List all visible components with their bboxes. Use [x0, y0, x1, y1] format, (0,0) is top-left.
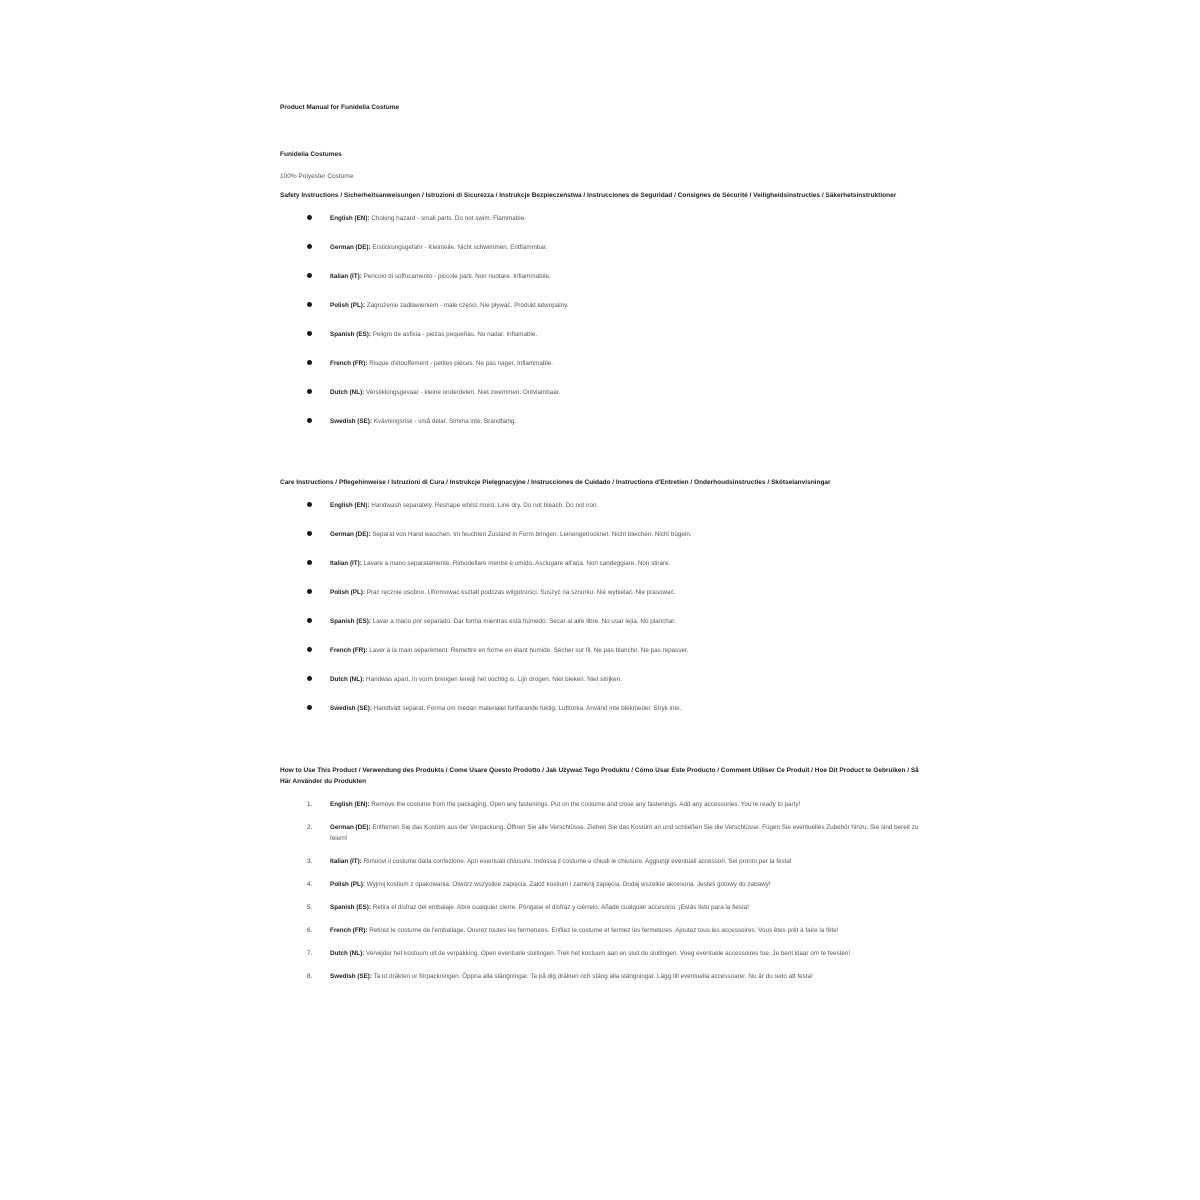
bullet-icon: [307, 676, 312, 681]
list-item: [280, 501, 925, 530]
step-number: 8.: [307, 973, 313, 980]
step-number: 4.: [307, 881, 313, 888]
language-label: Polish (PL):: [330, 589, 365, 596]
bullet-icon: [307, 589, 312, 594]
step-number: 1.: [307, 801, 313, 808]
language-label: German (DE):: [330, 244, 371, 251]
list-item: [280, 214, 925, 243]
list-item: [280, 948, 925, 959]
language-label: Swedish (SE):: [330, 973, 372, 980]
step-number: 3.: [307, 858, 313, 865]
material-line: 100% Polyester Costume: [280, 173, 354, 180]
list-item: [280, 243, 925, 272]
language-label: Spanish (ES):: [330, 904, 371, 911]
bullet-icon: [307, 618, 312, 623]
list-item: [280, 559, 925, 588]
step-number: 7.: [307, 950, 313, 957]
bullet-icon: [307, 705, 312, 710]
language-label: Italian (IT):: [330, 560, 362, 567]
list-item: [280, 925, 925, 936]
list-item: [280, 902, 925, 913]
usage-heading: How to Use This Product / Verwendung des Produkts / Come Usare Questo Prodotto / Jak Używać Tego Produktu / Cómo Usar Este Producto / Comment Utiliser Ce Produit / Hoe Dit Product te Gebruiken / Så Här Använder du Produkten: [280, 767, 919, 785]
language-label: English (EN):: [330, 801, 370, 808]
instruction-text: Risque d'étouffement - petites pièces. Ne pas nager. Inflammable.: [369, 360, 553, 367]
bullet-icon: [307, 389, 312, 394]
language-label: Dutch (NL):: [330, 676, 365, 683]
list-item: [280, 417, 925, 446]
brand-name: Funidelia Costumes: [280, 151, 342, 158]
language-label: Dutch (NL):: [330, 950, 365, 957]
language-label: German (DE):: [330, 824, 371, 831]
language-label: Spanish (ES):: [330, 331, 371, 338]
instruction-text: Separat von Hand waschen. Im feuchten Zustand in Form bringen. Leinengetrocknet. Nicht bleichen. Nicht bügeln.: [372, 531, 692, 538]
care-heading: Care Instructions / Pflegehinweise / Istruzioni di Cura / Instrukcje Pielęgnacyjne / Instrucciones de Cuidado / Instructions d'Entretien / Onderhoudsinstructies / Skötselanvisningar: [280, 479, 831, 486]
bullet-icon: [307, 560, 312, 565]
instruction-text: Peligro de asfixia - piezas pequeñas. No nadar. Inflamable.: [372, 331, 538, 338]
list-item: [280, 971, 925, 982]
document-title: Product Manual for Funidelia Costume: [280, 104, 400, 111]
language-label: Italian (IT):: [330, 858, 362, 865]
language-label: English (EN):: [330, 502, 370, 509]
bullet-icon: [307, 215, 312, 220]
bullet-icon: [307, 273, 312, 278]
instruction-text: Rimuovi il costume dalla confezione. Apri eventuali chiusure. Indossa il costume e chiudi le chiusure. Aggiungi eventuali accessori. Sei pronto per la festa!: [363, 858, 792, 865]
bullet-icon: [307, 647, 312, 652]
bullet-icon: [307, 531, 312, 536]
language-label: Polish (PL):: [330, 881, 365, 888]
language-label: Swedish (SE):: [330, 705, 372, 712]
instruction-text: Kvävningsrisk - små delar. Simma inte. Brandfarlig.: [373, 418, 517, 425]
instruction-text: Handwash separately. Reshape whilst moist. Line dry. Do not bleach. Do not iron.: [371, 502, 599, 509]
instruction-text: Handtvätt separat. Forma om medan materialet fortfarande fuktig. Lufttorka. Använd inte blekmedel. Stryk inte.: [373, 705, 682, 712]
list-item: [280, 646, 925, 675]
step-number: 2.: [307, 824, 313, 831]
instruction-text: Choking hazard - small parts. Do not swim. Flammable.: [371, 215, 526, 222]
list-item: [280, 617, 925, 646]
bullet-icon: [307, 502, 312, 507]
bullet-icon: [307, 302, 312, 307]
language-label: German (DE):: [330, 531, 371, 538]
instruction-text: Remove the costume from the packaging. Open any fastenings. Put on the costume and close any fastenings. Add any accessories. You're ready to party!: [371, 801, 801, 808]
list-item: [280, 301, 925, 330]
bullet-icon: [307, 331, 312, 336]
list-item: [280, 272, 925, 301]
instruction-text: Prać ręcznie osobno. Uformować kształt podczas wilgotności. Suszyć na sznurku. Nie wybielać. Nie prasować.: [366, 589, 676, 596]
language-label: Polish (PL):: [330, 302, 365, 309]
instruction-text: Zagrożenie zadławieniem - małe części. Nie pływać. Produkt łatwopalny.: [366, 302, 569, 309]
instruction-text: Erstickungsgefahr - Kleinteile. Nicht schwimmen. Entflammbar.: [372, 244, 548, 251]
instruction-text: Verwijder het kostuum uit de verpakking. Open eventuele sluitingen. Trek het kostuum aan en sluit de sluitingen. Voeg eventuele accessoires toe. Je bent klaar om te feesten!: [366, 950, 851, 957]
list-item: [280, 330, 925, 359]
list-item: [280, 799, 925, 810]
list-item: [280, 856, 925, 867]
instruction-text: Verstikkingsgevaar - kleine onderdelen. Niet zwemmen. Ontvlambaar.: [366, 389, 561, 396]
instruction-text: Lavar a mano por separado. Dar forma mientras está húmedo. Secar al aire libre. No usar lejía. No planchar.: [372, 618, 676, 625]
instruction-text: Handwas apart. In vorm brengen terwijl het vochtig is. Lijn drogen. Niet bleken. Niet strijken.: [366, 676, 622, 683]
instruction-text: Pericolo di soffocamento - piccole parti. Non nuotare. Infiammabile.: [363, 273, 551, 280]
list-item: [280, 588, 925, 617]
usage-list: [280, 799, 925, 982]
instruction-text: Wyjmij kostium z opakowania. Otwórz wszystkie zapięcia. Załóż kostium i zamknij zapięcia. Dodaj wszelkie akcesoria. Jesteś gotowy do zabawy!: [366, 881, 771, 888]
step-number: 5.: [307, 904, 313, 911]
care-list: [280, 501, 925, 733]
language-label: Italian (IT):: [330, 273, 362, 280]
instruction-text: Retira el disfraz del embalaje. Abre cualquier cierre. Póngase el disfraz y ciérrelo. Añade cualquier accesorio. ¡Estás listo para la fiesta!: [372, 904, 749, 911]
instruction-text: Lavare a mano separatamente. Rimodellare mentre è umido. Asciugare all'aria. Non candeggiare. Non stirare.: [363, 560, 671, 567]
language-label: Spanish (ES):: [330, 618, 371, 625]
safety-heading: Safety Instructions / Sicherheitsanweisungen / Istruzioni di Sicurezza / Instrukcje Bezpieczeństwa / Instrucciones de Seguridad / Consignes de Sécurité / Veiligheidsinstructies / Säkerhetsinstruktioner: [280, 192, 897, 199]
language-label: French (FR):: [330, 360, 368, 367]
list-item: [280, 359, 925, 388]
list-item: [280, 704, 925, 733]
bullet-icon: [307, 418, 312, 423]
instruction-text: Entfernen Sie das Kostüm aus der Verpackung. Öffnen Sie alle Verschlüsse. Ziehen Sie das Kostüm an und schließen Sie die Verschlüsse. Fügen Sie eventuelles Zubehör hinzu. Sie sind bereit zu feiern!: [330, 824, 919, 842]
language-label: English (EN):: [330, 215, 370, 222]
instruction-text: Laver à la main séparément. Remettre en forme en étant humide. Sécher sur fil. Ne pas blanchir. Ne pas repasser.: [369, 647, 689, 654]
language-label: Swedish (SE):: [330, 418, 372, 425]
list-item: [280, 822, 925, 844]
list-item: [280, 530, 925, 559]
instruction-text: Ta ut dräkten ur förpackningen. Öppna alla stängningar. Ta på dig dräkten och stäng alla stängningar. Lägg till eventuella accessoarer. Nu är du redo att festa!: [373, 973, 813, 980]
list-item: [280, 388, 925, 417]
language-label: French (FR):: [330, 647, 368, 654]
safety-list: [280, 214, 925, 446]
list-item: [280, 675, 925, 704]
bullet-icon: [307, 360, 312, 365]
list-item: [280, 879, 925, 890]
bullet-icon: [307, 244, 312, 249]
step-number: 6.: [307, 927, 313, 934]
instruction-text: Retirez le costume de l'emballage. Ouvrez toutes les fermetures. Enfilez le costume et fermez les fermetures. Ajoutez tous les accessoires. Vous êtes prêt à faire la fête!: [369, 927, 839, 934]
language-label: French (FR):: [330, 927, 368, 934]
language-label: Dutch (NL):: [330, 389, 365, 396]
manual-page: [280, 103, 925, 994]
